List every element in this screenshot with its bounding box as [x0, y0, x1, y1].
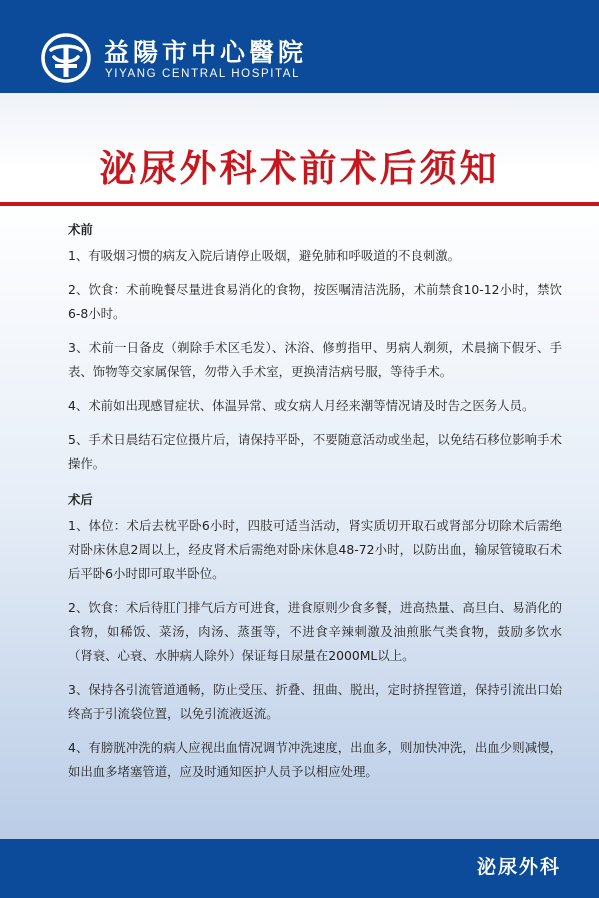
list-item: 4、术前如出现感冒症状、体温异常、或女病人月经来潮等情况请及时告之医务人员。 — [68, 398, 535, 413]
page-title: 泌尿外科术前术后须知 — [99, 146, 500, 190]
list-item: 3、保持各引流管道通畅，防止受压、折叠、扭曲、脱出，定时挤捏管道，保持引流出口始终高于引流袋位置，以免引流液返流。 — [68, 682, 562, 721]
section-postop — [68, 488, 562, 784]
department-label: 泌尿外科 — [476, 856, 561, 878]
list-item: 2、饮食：术前晚餐尽量进食易消化的食物，按医嘱清洁洗肠，术前禁食10-12小时，禁饮6-8小时。 — [68, 282, 562, 321]
section-preop — [68, 218, 562, 476]
list-item: 1、体位：术后去枕平卧6小时，四肢可适当活动，肾实质切开取石或肾部分切除术后需绝对卧床休息2周以上，经皮肾术后需绝对卧床休息48-72小时，以防出血，输尿管镜取石术后平卧6小时即可取半卧位。 — [68, 518, 562, 581]
list-item: 5、手术日晨结石定位摄片后，请保持平卧，不要随意活动或坐起，以免结石移位影响手术操作。 — [68, 432, 562, 471]
section-heading: 术前 — [68, 222, 93, 237]
list-item: 4、有膀胱冲洗的病人应视出血情况调节冲洗速度，出血多，则加快冲洗，出血少则减慢，如出血多堵塞管道，应及时通知医护人员予以相应处理。 — [68, 740, 562, 779]
hospital-name-en: YIYANG CENTRAL HOSPITAL — [105, 68, 301, 80]
hospital-name-cn: 益陽市中心醫院 — [104, 38, 308, 67]
title-divider — [0, 202, 599, 206]
list-item: 3、术前一日备皮（剃除手术区毛发）、沐浴、修剪指甲、男病人剃须，术晨摘下假牙、手表、饰物等交家属保管，勿带入手术室，更换清洁病号服，等待手术。 — [68, 340, 562, 379]
section-heading: 术后 — [68, 492, 93, 507]
list-item: 2、饮食：术后待肛门排气后方可进食，进食原则少食多餐，进高热量、高旦白、易消化的食物，如稀饭、菜汤，肉汤、蒸蛋等，不进食辛辣刺激及油煎胀气类食物，鼓励多饮水（肾衰、心衰、水肿病人除外）保证每日尿量在2000ML以上。 — [68, 600, 562, 663]
list-item: 1、有吸烟习惯的病友入院后请停止吸烟，避免肺和呼吸道的不良刺激。 — [68, 248, 460, 263]
notice-content — [68, 218, 562, 794]
hospital-emblem-icon — [41, 33, 91, 83]
